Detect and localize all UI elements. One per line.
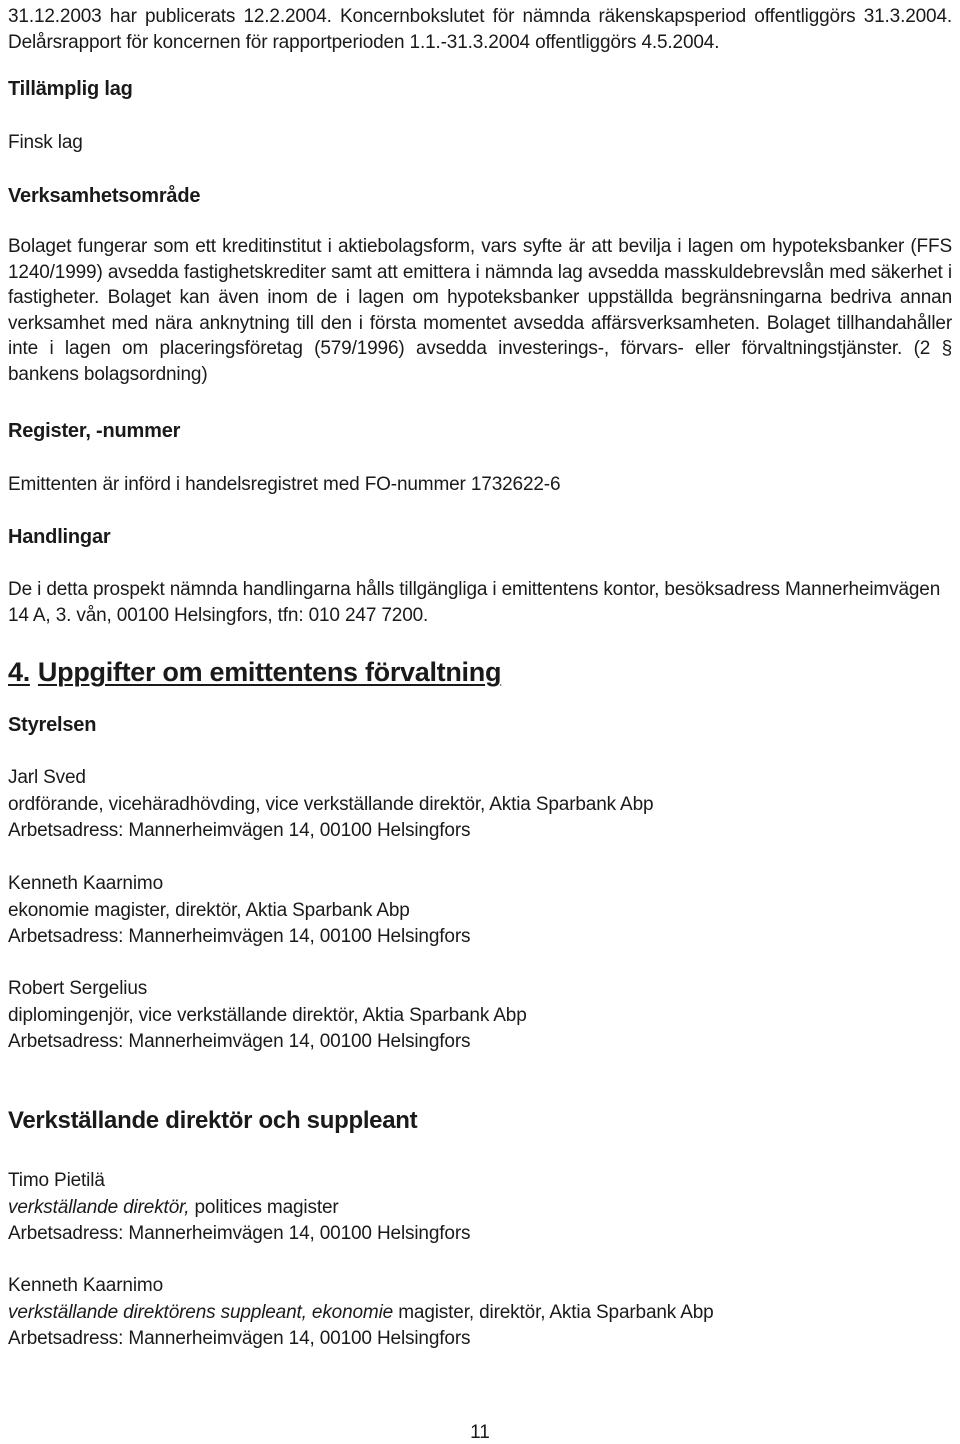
business-area-heading: Verksamhetsområde [8, 185, 201, 207]
board-member [8, 871, 952, 951]
member-title-rest: politices magister [189, 1196, 339, 1218]
member-title: diplomingenjör, vice verkställande direktör, Aktia Sparbank Abp [8, 1004, 527, 1026]
ceo-member [8, 1168, 952, 1248]
member-title [8, 1195, 952, 1222]
member-address: Arbetsadress: Mannerheimvägen 14, 00100 Helsingfors [8, 820, 471, 841]
member-address: Arbetsadress: Mannerheimvägen 14, 00100 Helsingfors [8, 926, 471, 947]
board-member [8, 765, 952, 845]
member-name: Kenneth Kaarnimo [8, 1275, 163, 1296]
documents-heading: Handlingar [8, 526, 111, 548]
member-name: Kenneth Kaarnimo [8, 873, 163, 894]
member-name: Robert Sergelius [8, 978, 148, 999]
board-member [8, 976, 952, 1056]
business-area-paragraph: Bolaget fungerar som ett kreditinstitut i aktiebolagsform, vars syfte är att bevilja i lagen om hypoteksbanker (FFS 1240/1999) avsedda fastighetskrediter samt att emittera i nämnda lag avsedda masskuldebrevslån med säkerhet i fastigheter. Bolaget kan även inom de i lagen om hypoteksbanker uppställda begränsningarna bedriva annan verksamhet med nära anknytning till den i första momentet avsedda affärsverksamheten. Bolaget tillhandahåller inte i lagen om placeringsföretag (579/1996) avsedda investerings-, förvars- eller förvaltningstjänster. (2 § bankens bolagsordning) [8, 236, 952, 385]
member-name: Timo Pietilä [8, 1170, 105, 1191]
register-text: Emittenten är införd i handelsregistret med FO-nummer 1732622-6 [8, 474, 561, 495]
member-address: Arbetsadress: Mannerheimvägen 14, 00100 Helsingfors [8, 1031, 471, 1052]
section-title-text: Uppgifter om emittentens förvaltning [37, 657, 502, 687]
board-heading: Styrelsen [8, 714, 97, 736]
member-title-rest: magister, direktör, Aktia Sparbank Abp [393, 1301, 714, 1323]
ceo-member [8, 1273, 952, 1353]
member-title-italic: verkställande direktörens suppleant, ekonomie [8, 1301, 394, 1323]
member-title: ekonomie magister, direktör, Aktia Sparbank Abp [8, 899, 410, 921]
member-title: ordförande, vicehäradhövding, vice verkställande direktör, Aktia Sparbank Abp [8, 793, 654, 815]
register-heading: Register, -nummer [8, 420, 181, 442]
section-number: 4. [8, 657, 30, 687]
section-4-title [8, 656, 501, 688]
page-number: 11 [470, 1422, 490, 1443]
applicable-law-heading: Tillämplig lag [8, 78, 133, 100]
applicable-law-text: Finsk lag [8, 132, 83, 153]
intro-paragraph: 31.12.2003 har publicerats 12.2.2004. Koncernbokslutet för nämnda räkenskapsperiod offentliggörs 31.3.2004. Delårsrapport för koncernen för rapportperioden 1.1.-31.3.2004 offentliggörs 4.5.2004. [8, 6, 952, 53]
member-address: Arbetsadress: Mannerheimvägen 14, 00100 Helsingfors [8, 1223, 471, 1244]
ceo-heading: Verkställande direktör och suppleant [8, 1107, 418, 1134]
member-address: Arbetsadress: Mannerheimvägen 14, 00100 Helsingfors [8, 1328, 471, 1349]
member-name: Jarl Sved [8, 767, 86, 788]
documents-paragraph: De i detta prospekt nämnda handlingarna hålls tillgängliga i emittentens kontor, besöksadress Mannerheimvägen 14 A, 3. vån, 00100 Helsingfors, tfn: 010 247 7200. [8, 579, 941, 626]
member-title [8, 1300, 952, 1327]
member-title-italic: verkställande direktör, [8, 1196, 190, 1218]
